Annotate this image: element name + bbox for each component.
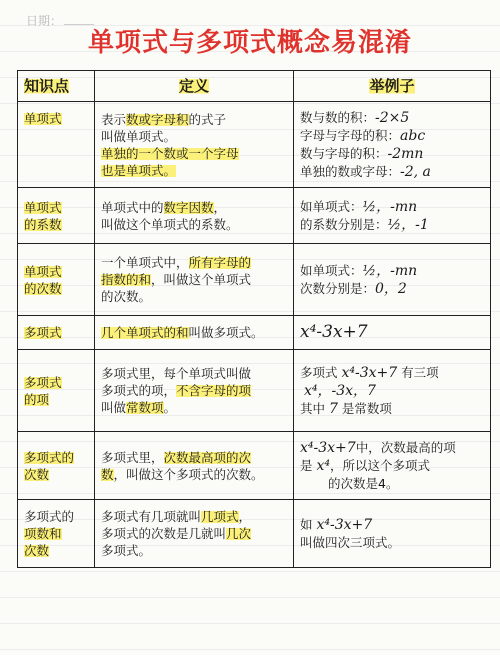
table-row — [18, 188, 491, 244]
example-cell: 数与数的积：-2×5 字母与字母的积：abc 数与字母的积：-2mn 单独的数或字母：-2, a — [294, 102, 491, 188]
topic-cell: 多项式的 次数 — [18, 432, 95, 500]
example-cell: 如单项式：½，-mn 次数分别是：0，2 — [294, 244, 491, 316]
concept-table — [17, 70, 491, 568]
topic-cell: 单项式 的系数 — [18, 188, 95, 244]
example-cell: 多项式 x⁴-3x+7 有三项 x⁴，-3x，7 其中 7 是常数项 — [294, 350, 491, 432]
example-cell: x⁴-3x+7 — [294, 316, 491, 350]
date-label: 日期： — [26, 14, 63, 28]
example-cell: 如 x⁴-3x+7 叫做四次三项式。 — [294, 500, 491, 568]
table-header-row — [18, 71, 491, 102]
topic-cell: 多项式 的项 — [18, 350, 95, 432]
topic-cell: 单项式 的次数 — [18, 244, 95, 316]
header-example: 举例子 — [294, 71, 491, 102]
table-row — [18, 316, 491, 350]
header-topic: 知识点 — [18, 71, 95, 102]
definition-cell: 一个单项式中，所有字母的 指数的和，叫做这个单项式 的次数。 — [95, 244, 294, 316]
definition-cell: 多项式里，每个单项式叫做 多项式的项，不含字母的项 叫做常数项。 — [95, 350, 294, 432]
definition-cell: 多项式里，次数最高项的次 数，叫做这个多项式的次数。 — [95, 432, 294, 500]
table-row — [18, 500, 491, 568]
definition-cell: 单项式中的数字因数， 叫做这个单项式的系数。 — [95, 188, 294, 244]
example-cell: x⁴-3x+7中，次数最高的项 是 x⁴，所以这个多项式 的次数是4。 — [294, 432, 491, 500]
table-row — [18, 432, 491, 500]
table-row — [18, 244, 491, 316]
example-cell: 如单项式：½，-mn 的系数分别是：½，-1 — [294, 188, 491, 244]
header-definition: 定义 — [95, 71, 294, 102]
topic-cell: 多项式 — [18, 316, 95, 350]
definition-cell: 多项式有几项就叫几项式， 多项式的次数是几就叫几次 多项式。 — [95, 500, 294, 568]
page-title: 单项式与多项式概念易混淆 — [87, 28, 412, 58]
table-row — [18, 350, 491, 432]
definition-cell: 表示数或字母积的式子 叫做单项式。 单独的一个数或一个字母 也是单项式。 — [95, 102, 294, 188]
topic-cell: 单项式 — [18, 102, 95, 188]
topic-cell: 多项式的 项数和 次数 — [18, 500, 95, 568]
definition-cell: 几个单项式的和叫做多项式。 — [95, 316, 294, 350]
table-row — [18, 102, 491, 188]
